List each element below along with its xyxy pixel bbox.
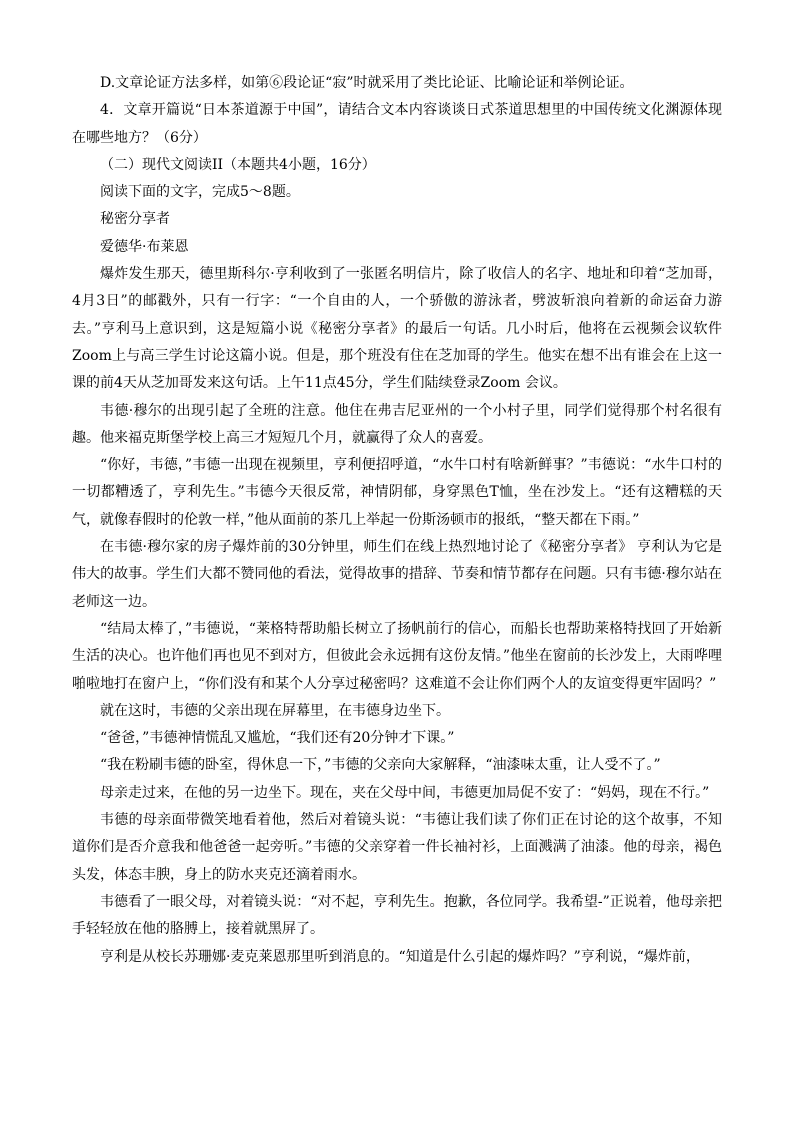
story-paragraph: 在韦德·穆尔家的房子爆炸前的30分钟里，师生们在线上热烈地讨论了《秘密分享者》 亨利认为它是伟大的故事。学生们大都不赞同他的看法，觉得故事的措辞、节奏和情节都存在问题。只有韦德·穆尔站在老师这一边。 xyxy=(72,539,722,610)
story-paragraph: 韦德看了一眼父母，对着镜头说：“对不起，亨利先生。抱歉，各位同学。我希望-”正说着，他母亲把手轻轻放在他的胳膊上，接着就黑屏了。 xyxy=(72,893,722,938)
story-paragraph: “你好，韦德，”韦德一出现在视频里，亨利便招呼道，“水牛口村有啥新鲜事？”韦德说：“水牛口村的一切都糟透了，亨利先生。”韦德今天很反常，神情阴郁，身穿黑色T恤，坐在沙发上。“还有这糟糕的天气，就像春假时的伦敦一样，”他从面前的茶几上举起一份斯汤顿市的报纸，“整天都在下雨。” xyxy=(72,457,722,528)
option-d-text: D.文章论证方法多样，如第⑥段论证“寂”时就采用了类比论证、比喻论证和举例论证。 xyxy=(100,75,634,91)
story-paragraph: 亨利是从校长苏珊娜·麦克莱恩那里听到消息的。“知道是什么引起的爆炸吗？”亨利说，“爆炸前， xyxy=(100,948,700,965)
section-heading: （二）现代文阅读II（本题共4小题，16分） xyxy=(100,156,376,173)
story-paragraph: “我在粉刷韦德的卧室，得休息一下，”韦德的父亲向大家解释，“油漆味太重，让人受不了。” xyxy=(100,757,661,774)
story-paragraph: 韦德的母亲面带微笑地看着他，然后对着镜头说：“韦德让我们读了你们正在讨论的这个故事，不知道你们是否介意我和他爸爸一起旁听。”韦德的父亲穿着一件长袖衬衫，上面溅满了油漆。他的母亲，褐色头发，体态丰腴，身上的防水夹克还滴着雨水。 xyxy=(72,812,722,883)
story-paragraph: 就在这时，韦德的父亲出现在屏幕里，在韦德身边坐下。 xyxy=(100,702,450,719)
story-title: 秘密分享者 xyxy=(100,211,170,228)
document-page xyxy=(72,70,722,971)
reading-instruction: 阅读下面的文字，完成5～8题。 xyxy=(100,184,300,201)
story-paragraph: “爸爸，”韦德神情慌乱又尴尬，“我们还有20分钟才下课。” xyxy=(100,730,455,747)
story-author: 爱德华·布莱恩 xyxy=(100,238,189,255)
story-paragraph: “结局太棒了，”韦德说，“莱格特帮助船长树立了扬帆前行的信心，而船长也帮助莱格特找回了开始新生活的决心。也许他们再也见不到对方，但彼此会永远拥有这份友情。”他坐在窗前的长沙发上，大雨哗哩啪啦地打在窗户上，“你们没有和某个人分享过秘密吗？这难道不会让你们两个人的友谊变得更牢固吗？” xyxy=(72,620,722,692)
question-4-text: 4．文章开篇说“日本茶道源于中国”，请结合文本内容谈谈日式茶道思想里的中国传统文化渊源体现在哪些地方？（6分） xyxy=(72,102,722,146)
story-paragraph: 爆炸发生那天，德里斯科尔·亨利收到了一张匿名明信片，除了收信人的名字、地址和印着“芝加哥，4月3日”的邮戳外，只有一行字：“一个自由的人，一个骄傲的游泳者，劈波斩浪向着新的命运奋力游去。”亨利马上意识到，这是短篇小说《秘密分享者》的最后一句话。几小时后，他将在云视频会议软件Zoom上与高三学生讨论这篇小说。但是，那个班没有住在芝加哥的学生。他实在想不出有谁会在上这一课的前4天从芝加哥发来这句话。上午11点45分，学生们陆续登录Zoom 会议。 xyxy=(72,266,722,392)
story-paragraph: 母亲走过来，在他的另一边坐下。现在，夹在父母中间，韦德更加局促不安了：“妈妈，现在不行。” xyxy=(100,784,710,801)
story-paragraph: 韦德·穆尔的出现引起了全班的注意。他住在弗吉尼亚州的一个小村子里，同学们觉得那个村名很有趣。他来福克斯堡学校上高三才短短几个月，就赢得了众人的喜爱。 xyxy=(72,402,722,446)
